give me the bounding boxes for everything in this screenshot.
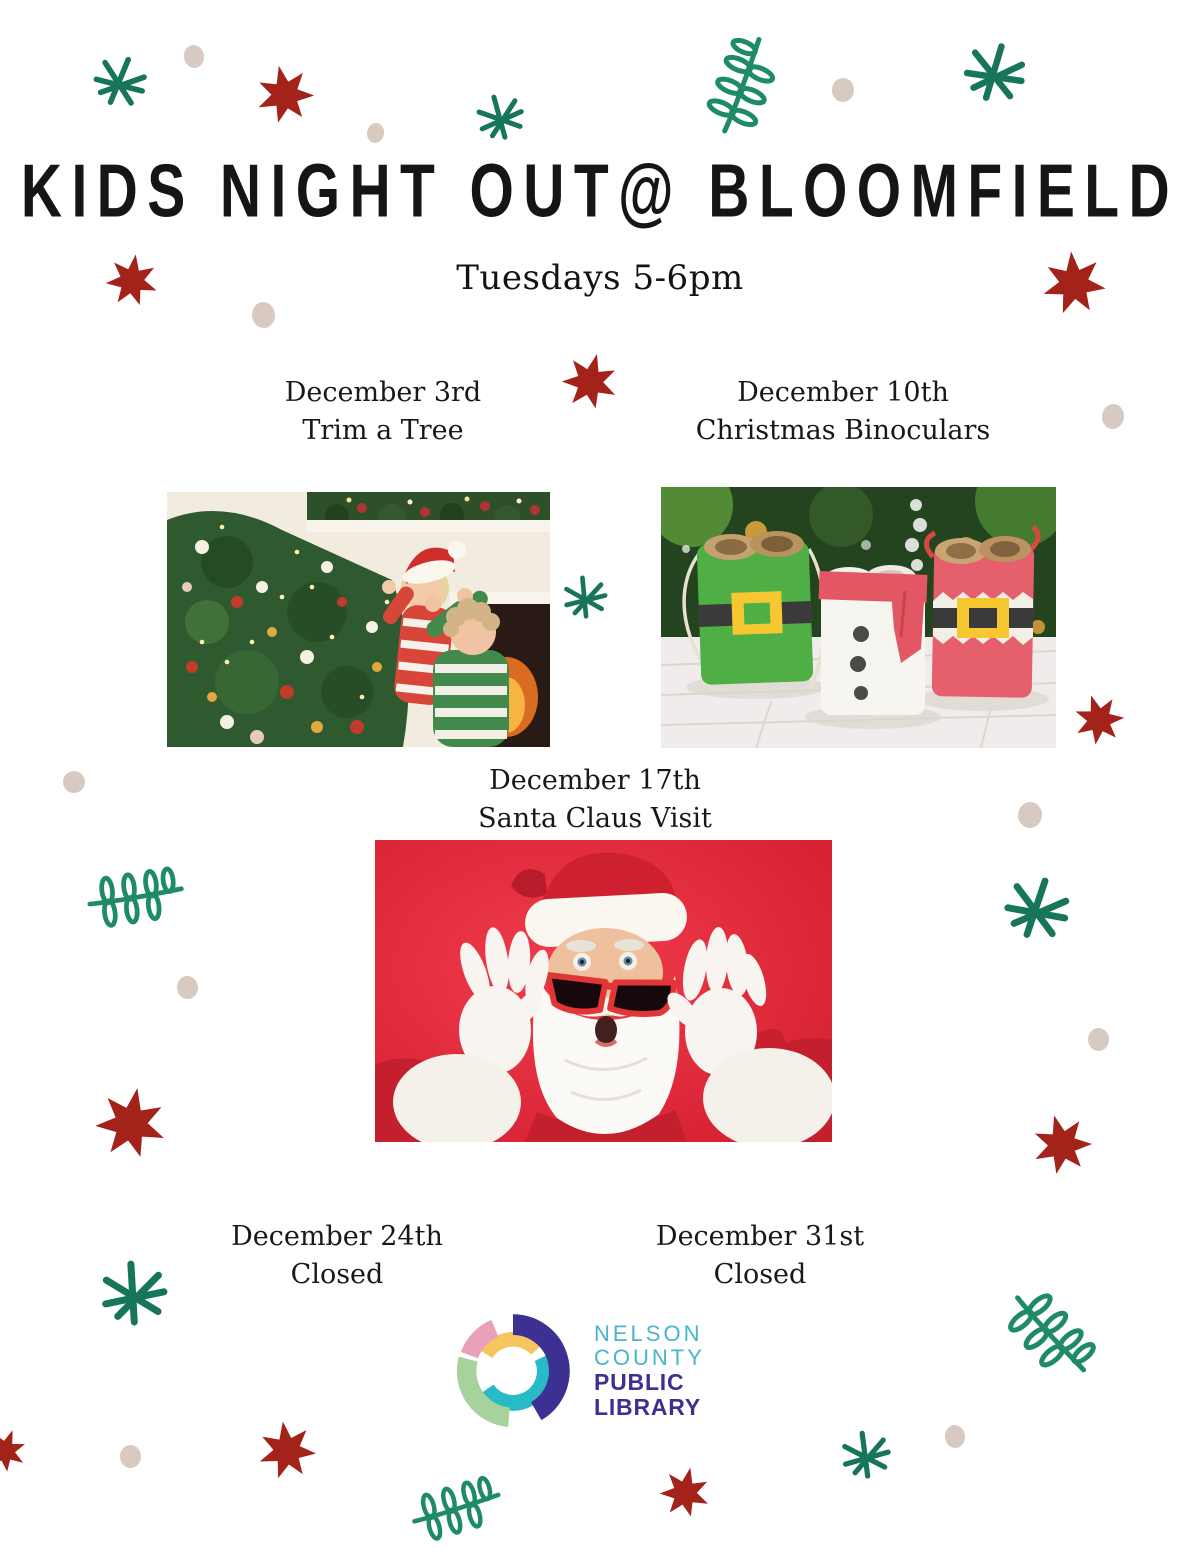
trim-a-tree-photo (167, 492, 550, 747)
session-dec-17 (395, 762, 795, 838)
logo-line-library: LIBRARY (594, 1393, 701, 1420)
session-activity: Trim a Tree (302, 414, 464, 446)
leaf-sprig-icon (998, 1278, 1107, 1391)
session-activity: Closed (713, 1258, 807, 1290)
session-activity: Closed (290, 1258, 384, 1290)
santa-visit-photo (375, 840, 832, 1142)
event-time: Tuesdays 5-6pm (456, 258, 744, 298)
christmas-binoculars-photo (661, 487, 1056, 748)
snowflake-icon (556, 571, 616, 631)
session-date: December 3rd (284, 377, 482, 408)
dot-icon (944, 1424, 966, 1449)
session-date: December 24th (231, 1221, 443, 1252)
session-date: December 10th (737, 377, 949, 408)
logo-line-nelson: NELSON (594, 1321, 703, 1347)
session-dec-24 (137, 1218, 537, 1294)
star-icon (252, 1416, 322, 1486)
library-logo-text (594, 1322, 705, 1419)
leaf-sprig-icon (384, 1438, 533, 1553)
snowflake-icon (833, 1425, 902, 1494)
dot-icon (251, 301, 277, 329)
logo-line-county: COUNTY (594, 1345, 705, 1371)
page-title: KIDS NIGHT OUT@ BLOOMFIELD (20, 149, 1180, 234)
dot-icon (1100, 403, 1125, 431)
leaf-sprig-icon (675, 13, 809, 152)
dot-icon (63, 771, 85, 793)
session-activity: Santa Claus Visit (478, 802, 712, 834)
snowflake-icon (466, 85, 538, 157)
star-icon (653, 1461, 717, 1525)
dot-icon (120, 1445, 141, 1468)
session-activity: Christmas Binoculars (695, 414, 991, 446)
dot-icon (1088, 1028, 1109, 1051)
dot-icon (176, 975, 199, 1000)
session-date: December 17th (489, 765, 701, 796)
session-dec-3 (183, 374, 583, 450)
snowflake-icon (951, 35, 1036, 120)
star-icon (1023, 1106, 1101, 1184)
session-date: December 31st (655, 1221, 865, 1252)
star-icon (0, 1422, 34, 1481)
snowflake-icon (990, 868, 1082, 960)
logo-line-public: PUBLIC (594, 1368, 685, 1395)
star-icon (248, 58, 322, 132)
session-dec-10 (643, 374, 1043, 450)
leaf-sprig-icon (59, 820, 216, 972)
star-icon (1065, 686, 1133, 754)
library-logo (452, 1310, 705, 1432)
dot-icon (1017, 801, 1043, 829)
dot-icon (365, 122, 385, 145)
dot-icon (182, 44, 205, 70)
star-icon (87, 1080, 175, 1168)
snowflake-icon (80, 47, 158, 125)
session-dec-31 (560, 1218, 960, 1294)
library-logo-mark (452, 1310, 574, 1432)
dot-icon (832, 78, 854, 102)
